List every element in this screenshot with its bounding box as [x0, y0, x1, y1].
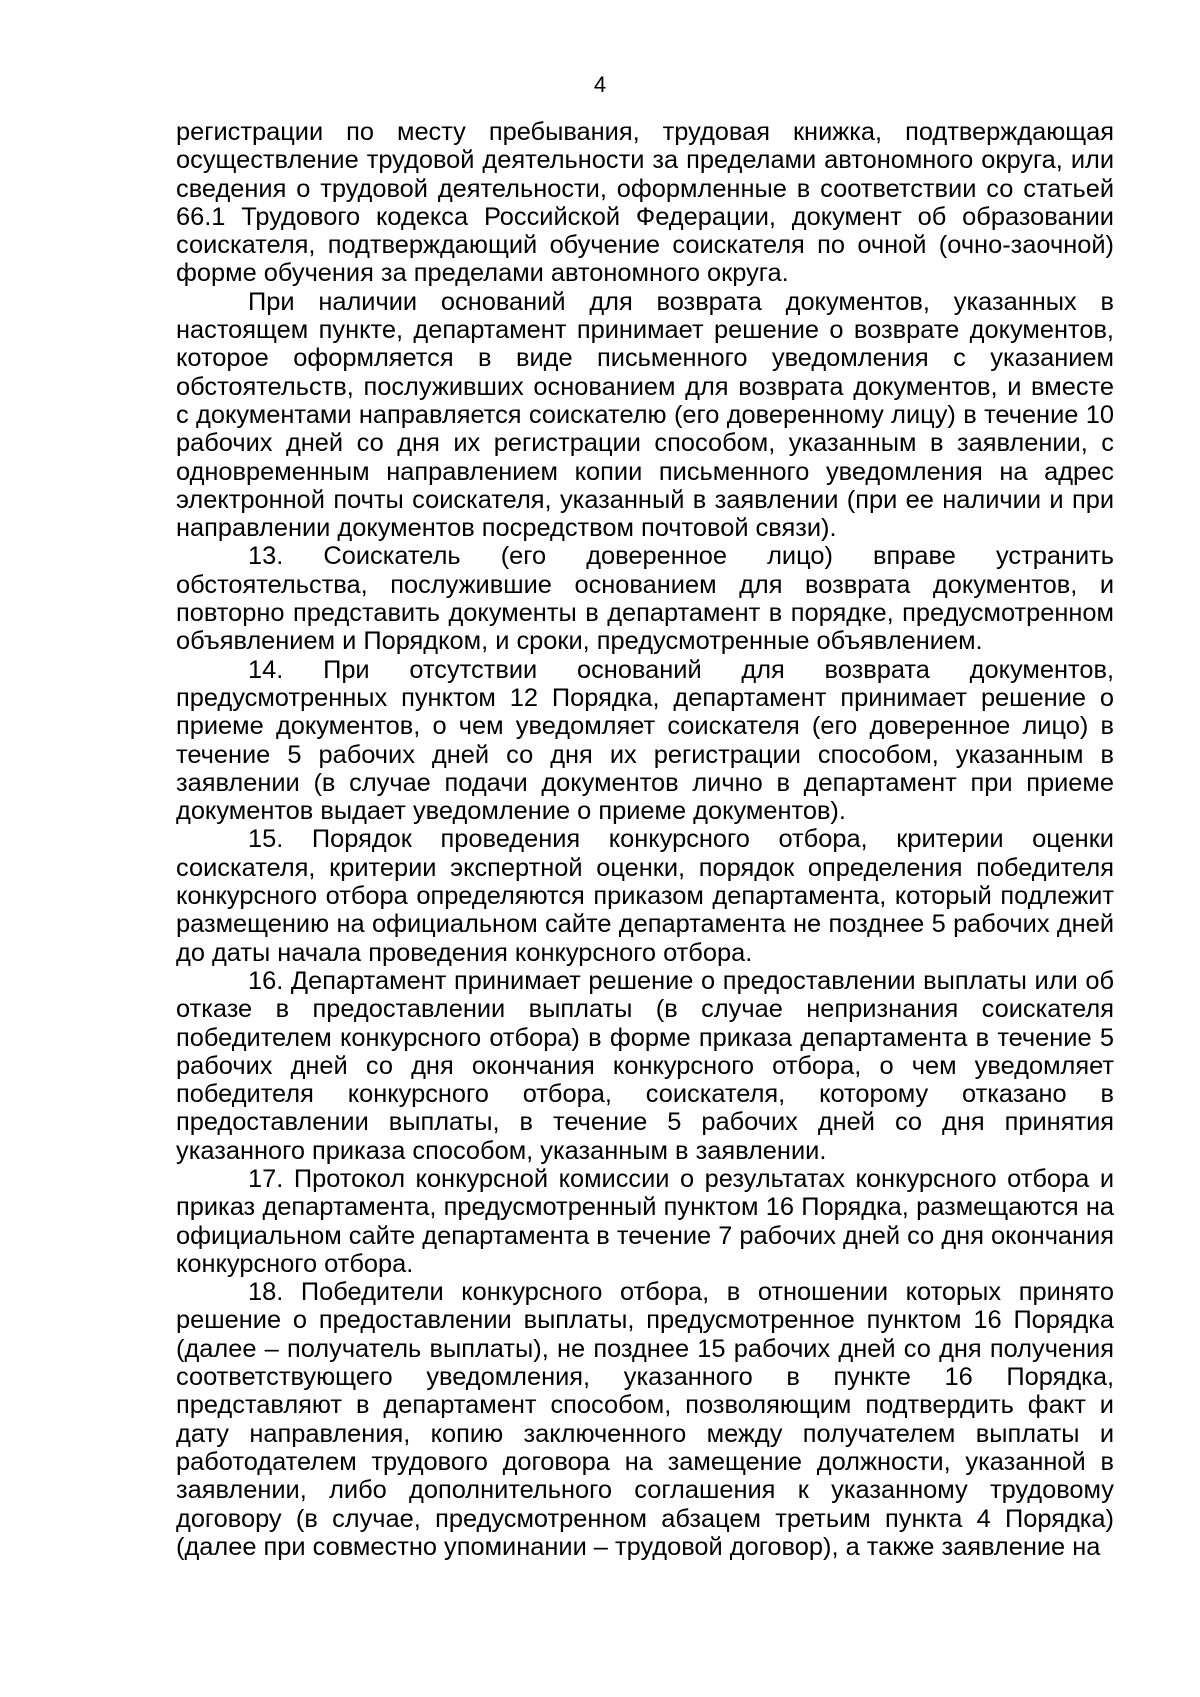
document-body [176, 118, 1114, 1561]
page-number: 4 [593, 72, 607, 97]
paragraph-14: 14. При отсутствии оснований для возврата документов, предусмотренных пунктом 12 Порядка, департамент принимает решение о приеме документов, о чем уведомляет соискателя (его доверенное лицо) в течение 5 рабочих дней со дня их регистрации способом, указанным в заявлении (в случае подачи документов лично в департамент при приеме документов выдает уведомление о приеме документов). [176, 655, 1114, 826]
paragraph-18: 18. Победители конкурсного отбора, в отношении которых принято решение о предоставлении выплаты, предусмотренное пунктом 16 Порядка (далее – получатель выплаты), не позднее 15 рабочих дней со дня получения соответствующего уведомления, указанного в пункте 16 Порядка, представляют в департамент способом, позволяющим подтвердить факт и дату направления, копию заключенного между получателем выплаты и работодателем трудового договора на замещение должности, указанной в заявлении, либо дополнительного соглашения к указанному трудовому договору (в случае, предусмотренном абзацем третьим пункта 4 Порядка) (далее при совместно упоминании – трудовой договор), а также заявление на [176, 1278, 1114, 1561]
paragraph-15: 15. Порядок проведения конкурсного отбора, критерии оценки соискателя, критерии экспертной оценки, порядок определения победителя конкурсного отбора определяются приказом департамента, который подлежит размещению на официальном сайте департамента не позднее 5 рабочих дней до даты начала проведения конкурсного отбора. [176, 825, 1114, 967]
paragraph-17: 17. Протокол конкурсной комиссии о результатах конкурсного отбора и приказ департамента, предусмотренный пунктом 16 Порядка, размещаются на официальном сайте департамента в течение 7 рабочих дней со дня окончания конкурсного отбора. [176, 1164, 1114, 1278]
paragraph-13: 13. Соискатель (его доверенное лицо) вправе устранить обстоятельства, послужившие основанием для возврата документов, и повторно представить документы в департамент в порядке, предусмотренном объявлением и Порядком, и сроки, предусмотренные объявлением. [176, 542, 1114, 656]
paragraph-return-grounds: При наличии оснований для возврата документов, указанных в настоящем пункте, департамент принимает решение о возврате документов, которое оформляется в виде письменного уведомления с указанием обстоятельств, послуживших основанием для возврата документов, и вместе с документами направляется соискателю (его доверенному лицу) в течение 10 рабочих дней со дня их регистрации способом, указанным в заявлении, с одновременным направлением копии письменного уведомления на адрес электронной почты соискателя, указанный в заявлении (при ее наличии и при направлении документов посредством почтовой связи). [176, 287, 1114, 543]
paragraph-16: 16. Департамент принимает решение о предоставлении выплаты или об отказе в предоставлении выплаты (в случае непризнания соискателя победителем конкурсного отбора) в форме приказа департамента в течение 5 рабочих дней со дня окончания конкурсного отбора, о чем уведомляет победителя конкурсного отбора, соискателя, которому отказано в предоставлении выплаты, в течение 5 рабочих дней со дня принятия указанного приказа способом, указанным в заявлении. [176, 966, 1114, 1165]
paragraph-continuation: регистрации по месту пребывания, трудовая книжка, подтверждающая осуществление трудовой деятельности за пределами автономного округа, или сведения о трудовой деятельности, оформленные в соответствии со статьей 66.1 Трудового кодекса Российской Федерации, документ об образовании соискателя, подтверждающий обучение соискателя по очной (очно-заочной) форме обучения за пределами автономного округа. [176, 118, 1114, 288]
